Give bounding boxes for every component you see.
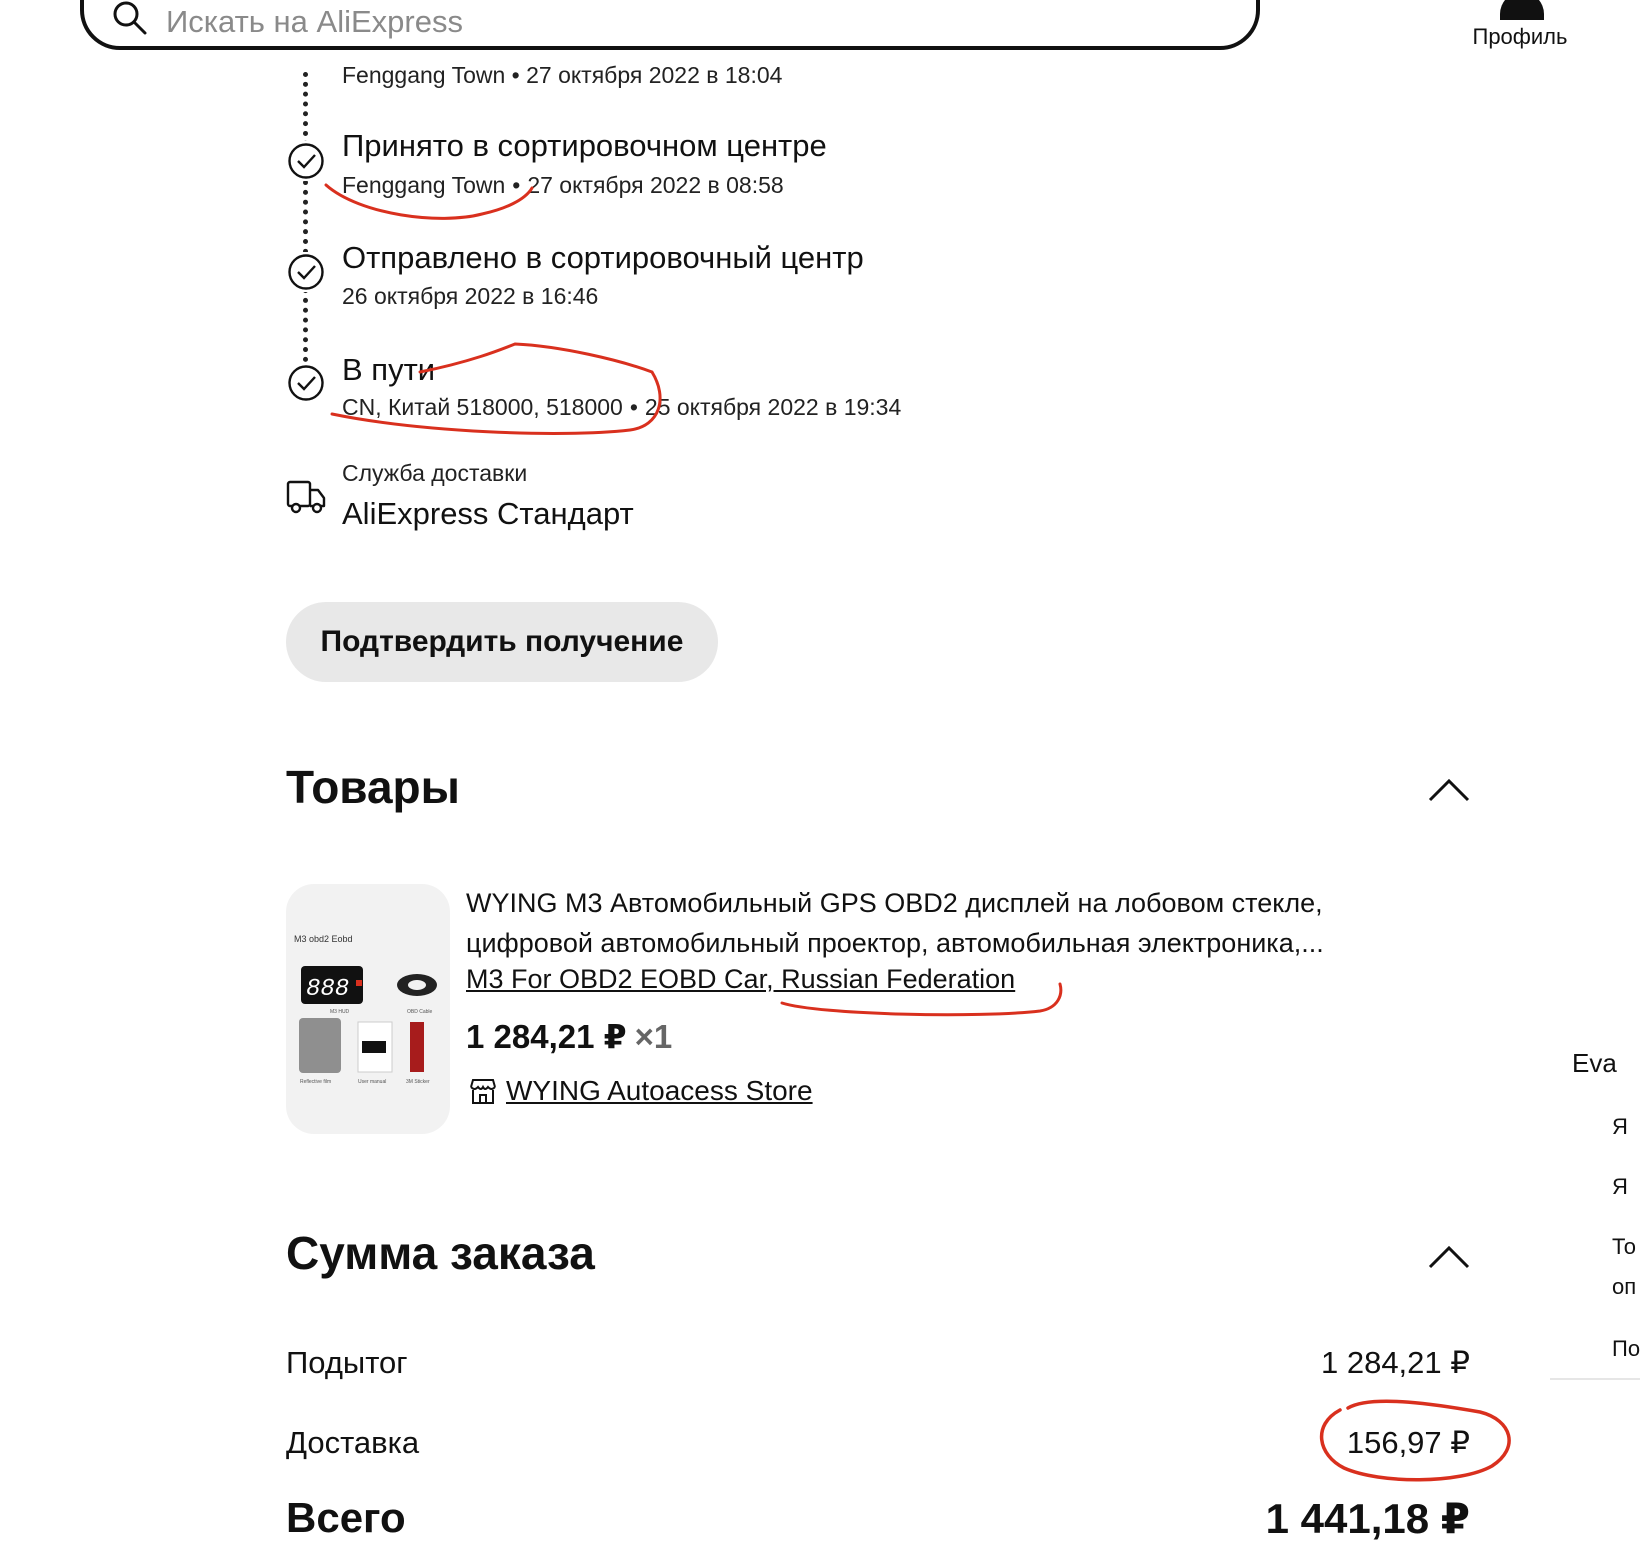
separator-dot: •	[629, 394, 638, 420]
product-title[interactable]: WYING M3 Автомобильный GPS OBD2 дисплей на лобовом стекле, цифровой автомобильный проектор, автомобильная электроника,...	[466, 888, 1324, 958]
timeline-event-location: Fenggang Town	[342, 172, 506, 198]
separator-dot: •	[512, 172, 521, 198]
timeline-event-date: 26 октября 2022 в 16:46	[342, 283, 599, 309]
side-panel-divider	[1550, 1378, 1640, 1380]
timeline-event-details	[342, 172, 784, 199]
side-panel-item[interactable]: То	[1612, 1234, 1636, 1259]
product-price: 1 284,21 ₽	[466, 1018, 627, 1055]
chevron-up-icon[interactable]	[1427, 1243, 1471, 1271]
subtotal-label: Подытог	[286, 1345, 408, 1380]
carrier-name: AliExpress Стандарт	[342, 496, 634, 531]
side-panel-item[interactable]: Я	[1612, 1114, 1628, 1139]
delivery-value: 156,97 ₽	[1346, 1425, 1470, 1460]
search-icon	[110, 0, 150, 38]
timeline-event-date: 25 октября 2022 в 19:34	[644, 394, 902, 420]
product-image-label: M3 HUD	[330, 1009, 350, 1015]
product-image[interactable]	[286, 884, 450, 1134]
search-bar[interactable]	[80, 0, 1260, 50]
delivery-label: Доставка	[286, 1425, 420, 1460]
side-panel-item[interactable]: По	[1612, 1336, 1640, 1361]
side-panel-name: Eva	[1572, 1048, 1617, 1078]
timeline-clipped-text: Fenggang Town • 27 октября 2022 в 18:04	[342, 62, 783, 88]
timeline-event-details	[342, 394, 901, 421]
product-price-line	[466, 1017, 672, 1056]
product-image-label: OBD Cable	[407, 1009, 433, 1015]
product-variant-link[interactable]: M3 For OBD2 EOBD Car, Russian Federation	[466, 964, 1016, 994]
product-image-display: 888	[306, 976, 350, 1003]
timeline-event-clipped	[342, 54, 902, 88]
products-section-title: Товары	[286, 761, 460, 813]
total-value: 1 441,18 ₽	[1265, 1495, 1470, 1542]
product-image-label: User manual	[358, 1079, 387, 1085]
chevron-up-icon[interactable]	[1427, 776, 1471, 804]
delivery-truck-icon	[286, 478, 326, 516]
timeline-event-date: 27 октября 2022 в 08:58	[527, 172, 784, 198]
product-image-title: M3 obd2 Eobd	[294, 934, 353, 944]
product-photo	[286, 884, 450, 1134]
check-circle-icon	[286, 363, 326, 403]
profile-avatar-icon	[1500, 0, 1544, 20]
store-link[interactable]: WYING Autoacess Store	[506, 1075, 813, 1106]
subtotal-value: 1 284,21 ₽	[1320, 1345, 1470, 1380]
profile-button[interactable]	[1465, 0, 1575, 62]
check-circle-icon	[286, 252, 326, 292]
timeline-event-title: Принято в сортировочном центре	[342, 128, 827, 163]
product-image-label: 3M Sticker	[406, 1079, 430, 1085]
side-panel	[1550, 1040, 1640, 1380]
confirm-receipt-button[interactable]: Подтвердить получение	[286, 602, 718, 682]
search-input[interactable]: Искать на AliExpress	[166, 4, 463, 39]
timeline-event-title: Отправлено в сортировочный центр	[342, 240, 864, 275]
order-summary-title: Сумма заказа	[286, 1227, 595, 1279]
profile-label: Профиль	[1472, 24, 1568, 49]
side-panel-item[interactable]: оп	[1612, 1274, 1637, 1299]
total-label: Всего	[286, 1494, 406, 1541]
product-quantity: ×1	[634, 1018, 673, 1055]
product-image-label: Reflective film	[300, 1079, 332, 1085]
check-circle-icon	[286, 141, 326, 181]
timeline-line	[303, 72, 308, 372]
timeline-event-title: В пути	[342, 352, 436, 387]
store-icon	[468, 1077, 498, 1105]
timeline-event-location: CN, Китай 518000, 518000	[342, 394, 623, 420]
side-panel-item[interactable]: Я	[1612, 1174, 1628, 1199]
carrier-label: Служба доставки	[342, 460, 528, 486]
